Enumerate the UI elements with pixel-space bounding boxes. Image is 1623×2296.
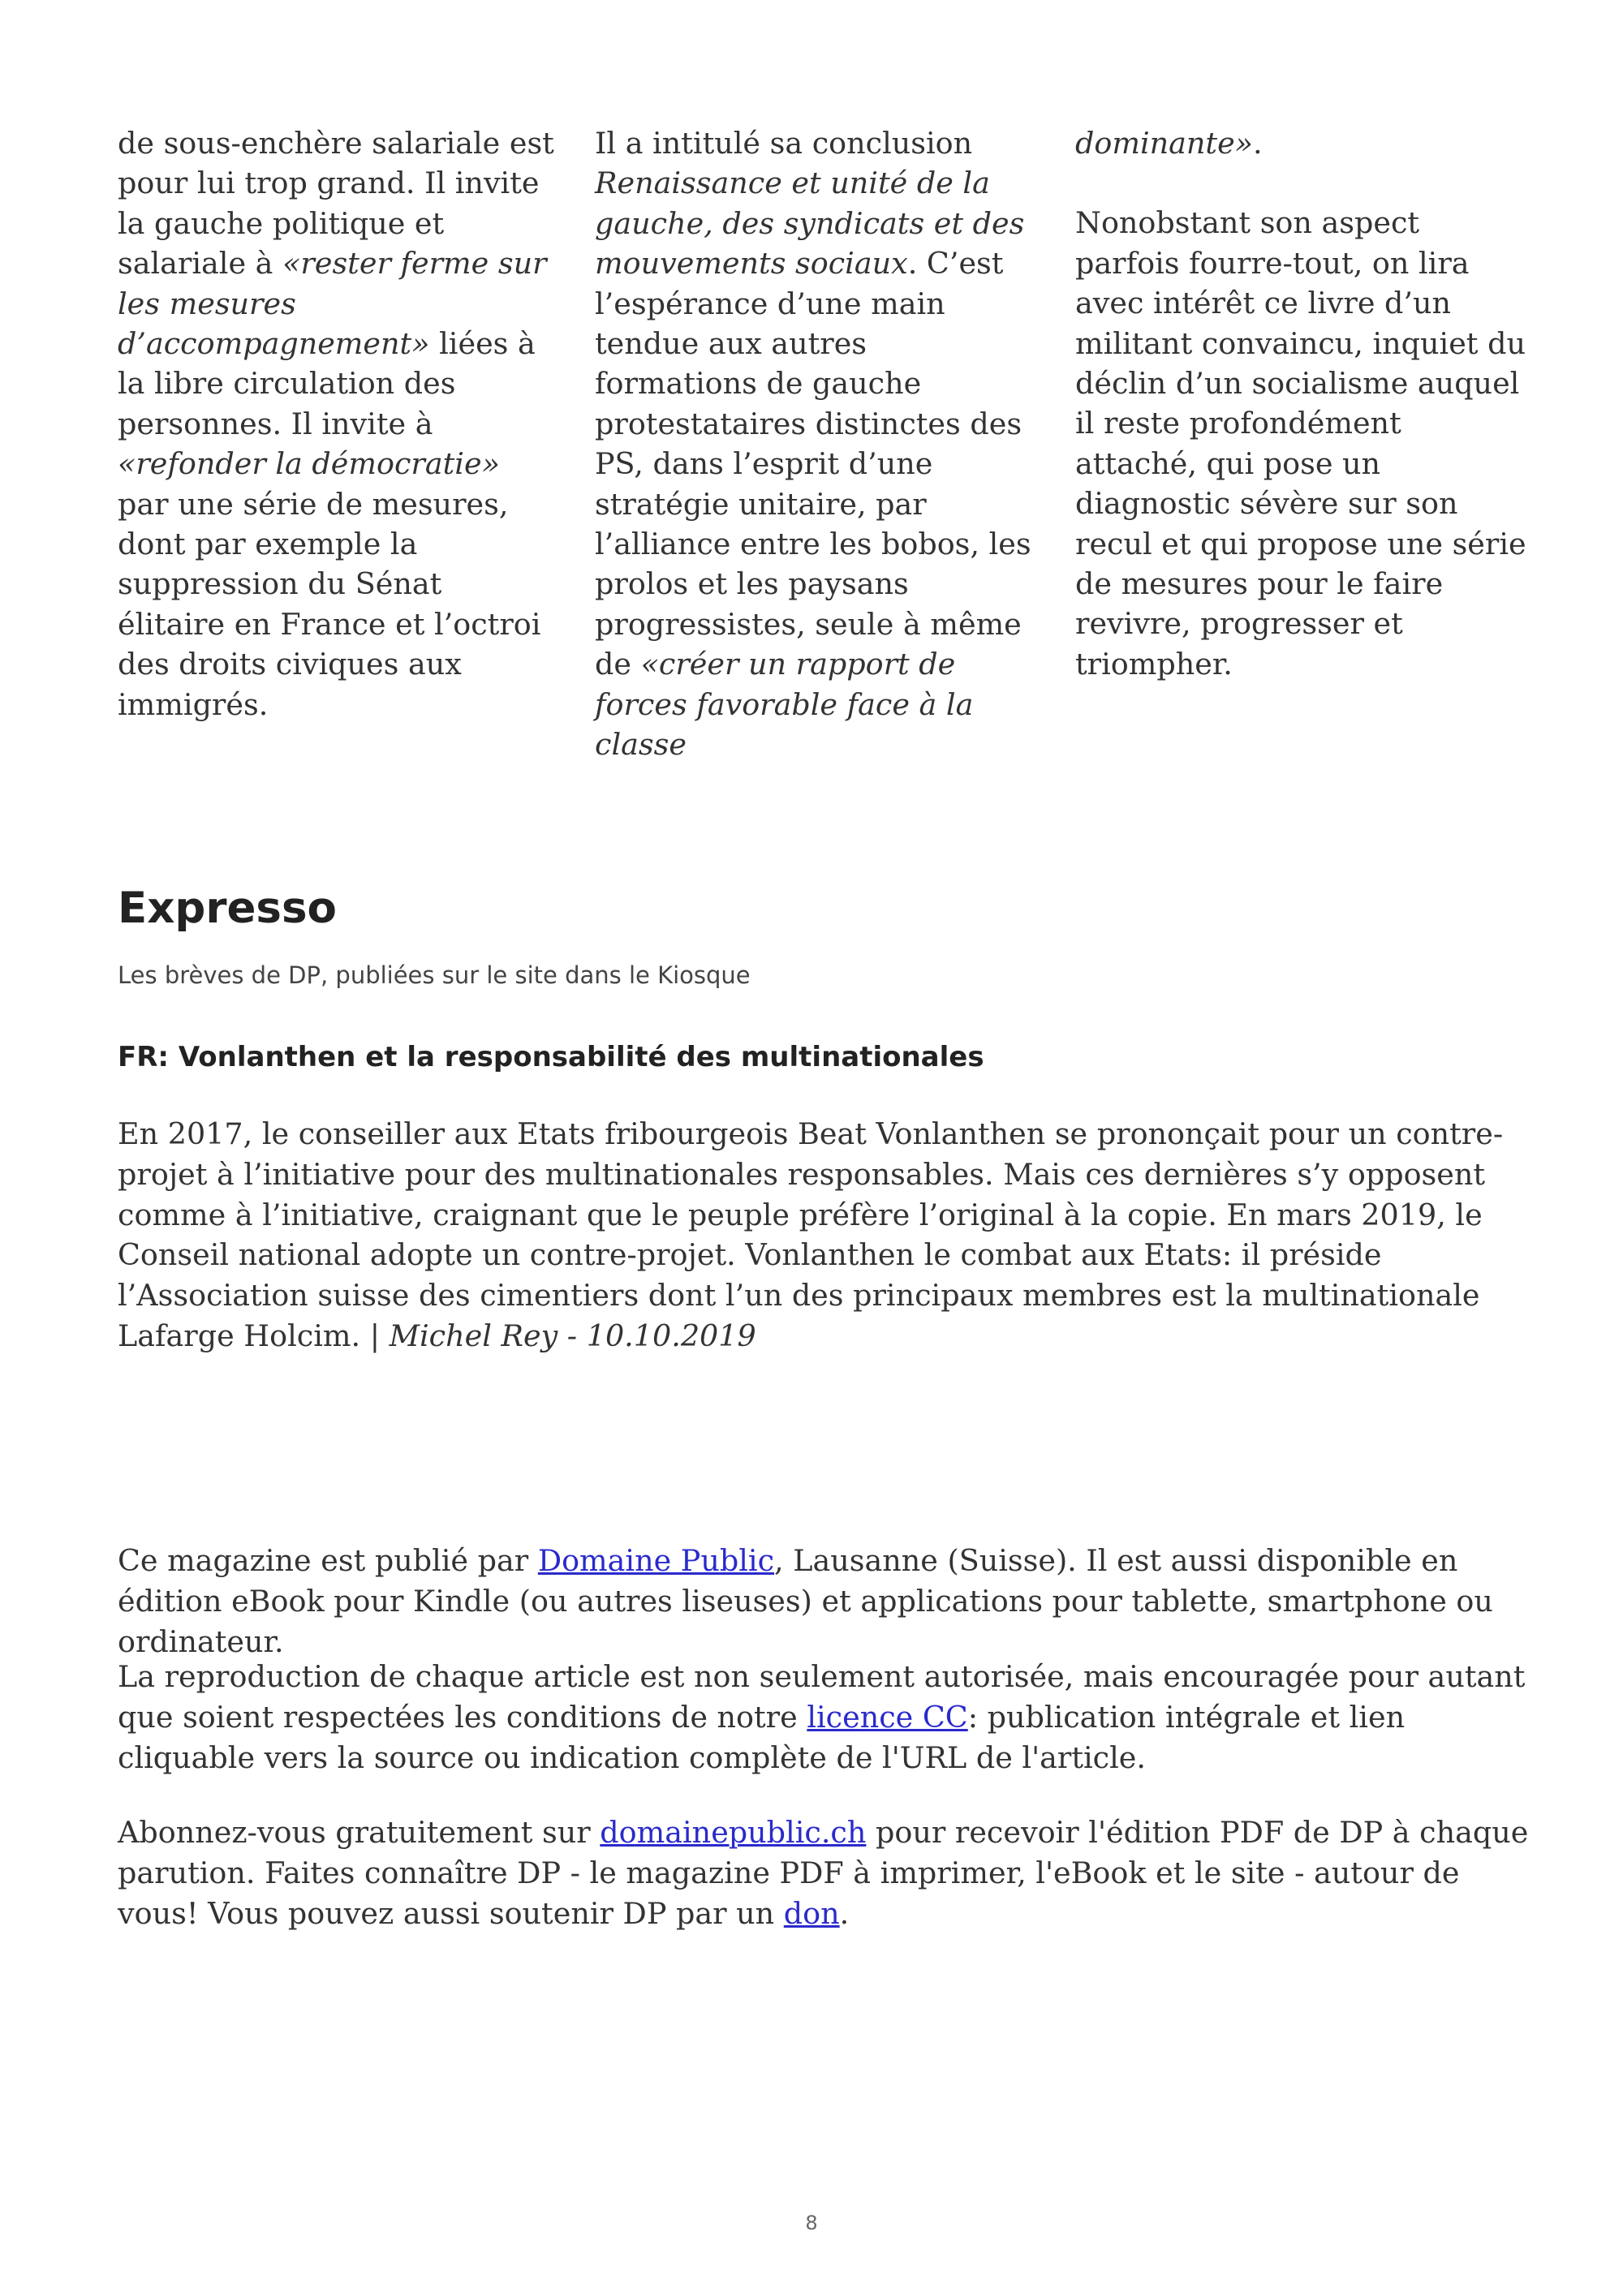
domainepublic-site-link[interactable]: domainepublic.ch: [600, 1815, 867, 1850]
footer-subscribe-paragraph: [118, 1812, 1534, 1933]
column-1-quote-1: «rester ferme sur les mesures d’accompagnement»: [118, 246, 547, 362]
brief-title: FR: Vonlanthen et la responsabilité des multinationales: [118, 1041, 984, 1073]
article-column-2: [595, 123, 1033, 765]
footer-p1-text-before: Ce magazine est publié par: [118, 1543, 538, 1578]
footer-p3-text-before: Abonnez-vous gratuitement sur: [118, 1815, 601, 1850]
column-2-text-1: Il a intitulé sa conclusion: [595, 126, 973, 161]
column-3-quote-1: dominante»: [1075, 126, 1253, 161]
article-column-1: [118, 123, 556, 724]
footer-p3-text-after: .: [839, 1895, 850, 1931]
brief-byline: Michel Rey - 10.10.2019: [389, 1318, 756, 1353]
footer-p2-text-before: La reproduction de chaque article est non seulement autorisée, mais encouragée pour autant que soient respectées les conditions de notre: [118, 1659, 1526, 1735]
column-2-quote-2: «créer un rapport de forces favorable face à la classe: [595, 647, 974, 763]
donation-link[interactable]: don: [783, 1895, 840, 1931]
footer-publisher-paragraph: [118, 1541, 1534, 1662]
column-2-quote-1: Renaissance et unité de la gauche, des syndicats et des mouvements sociaux: [595, 166, 1025, 282]
domaine-public-link[interactable]: Domaine Public: [537, 1543, 775, 1578]
footer-p2-text-after: : publication intégrale et lien cliquable vers la source ou indication complète de l'URL de l'article.: [118, 1699, 1406, 1775]
article-column-3: [1075, 123, 1530, 684]
column-3-text-1: .: [1253, 126, 1263, 161]
section-title: Expresso: [118, 884, 337, 933]
column-2-paragraph: [595, 123, 1033, 765]
column-1-paragraph: [118, 123, 556, 724]
column-3-paragraph-1: [1075, 123, 1530, 163]
column-1-text-1: de sous-enchère salariale est pour lui trop grand. Il invite la gauche politique et salariale à: [118, 126, 554, 282]
brief-text: En 2017, le conseiller aux Etats fribourgeois Beat Vonlanthen se prononçait pour un contre-projet à l’initiative pour des multinationales responsables. Mais ces dernières s’y opposent comme à l’initiative, craignant que le peuple préfère l’original à la copie. En mars 2019, le Conseil national adopte un contre-projet. Vonlanthen le combat aux Etats: il préside l’Association suisse des cimentiers dont l’un des principaux membres est la multinationale Lafarge Holcim. |: [118, 1116, 1504, 1353]
column-1-text-3: par une série de mesures, dont par exemple la suppression du Sénat élitaire en France et l’octroi des droits civiques aux immigrés.: [118, 486, 541, 722]
licence-cc-link[interactable]: licence CC: [807, 1699, 968, 1735]
column-2-text-2: . C’est l’espérance d’une main tendue aux autres formations de gauche protestataires distinctes des PS, dans l’esprit d’une stratégie unitaire, par l’alliance entre les bobos, les prolos et les paysans progressistes, seule à même de: [595, 246, 1031, 682]
section-subtitle: Les brèves de DP, publiées sur le site dans le Kiosque: [118, 961, 751, 989]
column-1-text-2: liées à la libre circulation des personnes. Il invite à: [118, 326, 536, 441]
brief-body: [118, 1114, 1534, 1357]
footer-license-paragraph: [118, 1657, 1534, 1778]
column-1-quote-2: «refonder la démocratie»: [118, 446, 500, 482]
page-number: 8: [805, 2212, 818, 2234]
column-3-paragraph-2: Nonobstant son aspect parfois fourre-tout, on lira avec intérêt ce livre d’un militant convaincu, inquiet du déclin d’un socialisme auquel il reste profondément attaché, qui pose un diagnostic sévère sur son recul et qui propose une série de mesures pour le faire revivre, progresser et triompher.: [1075, 205, 1526, 681]
footer-p1-text-after: , Lausanne (Suisse). Il est aussi disponible en édition eBook pour Kindle (ou autres liseuses) et applications pour tablette, smartphone ou ordinateur.: [118, 1543, 1493, 1659]
footer-p3-text-middle: pour recevoir l'édition PDF de DP à chaque parution. Faites connaître DP - le magazine PDF à imprimer, l'eBook et le site - autour de vous! Vous pouvez aussi soutenir DP par un: [118, 1815, 1529, 1931]
